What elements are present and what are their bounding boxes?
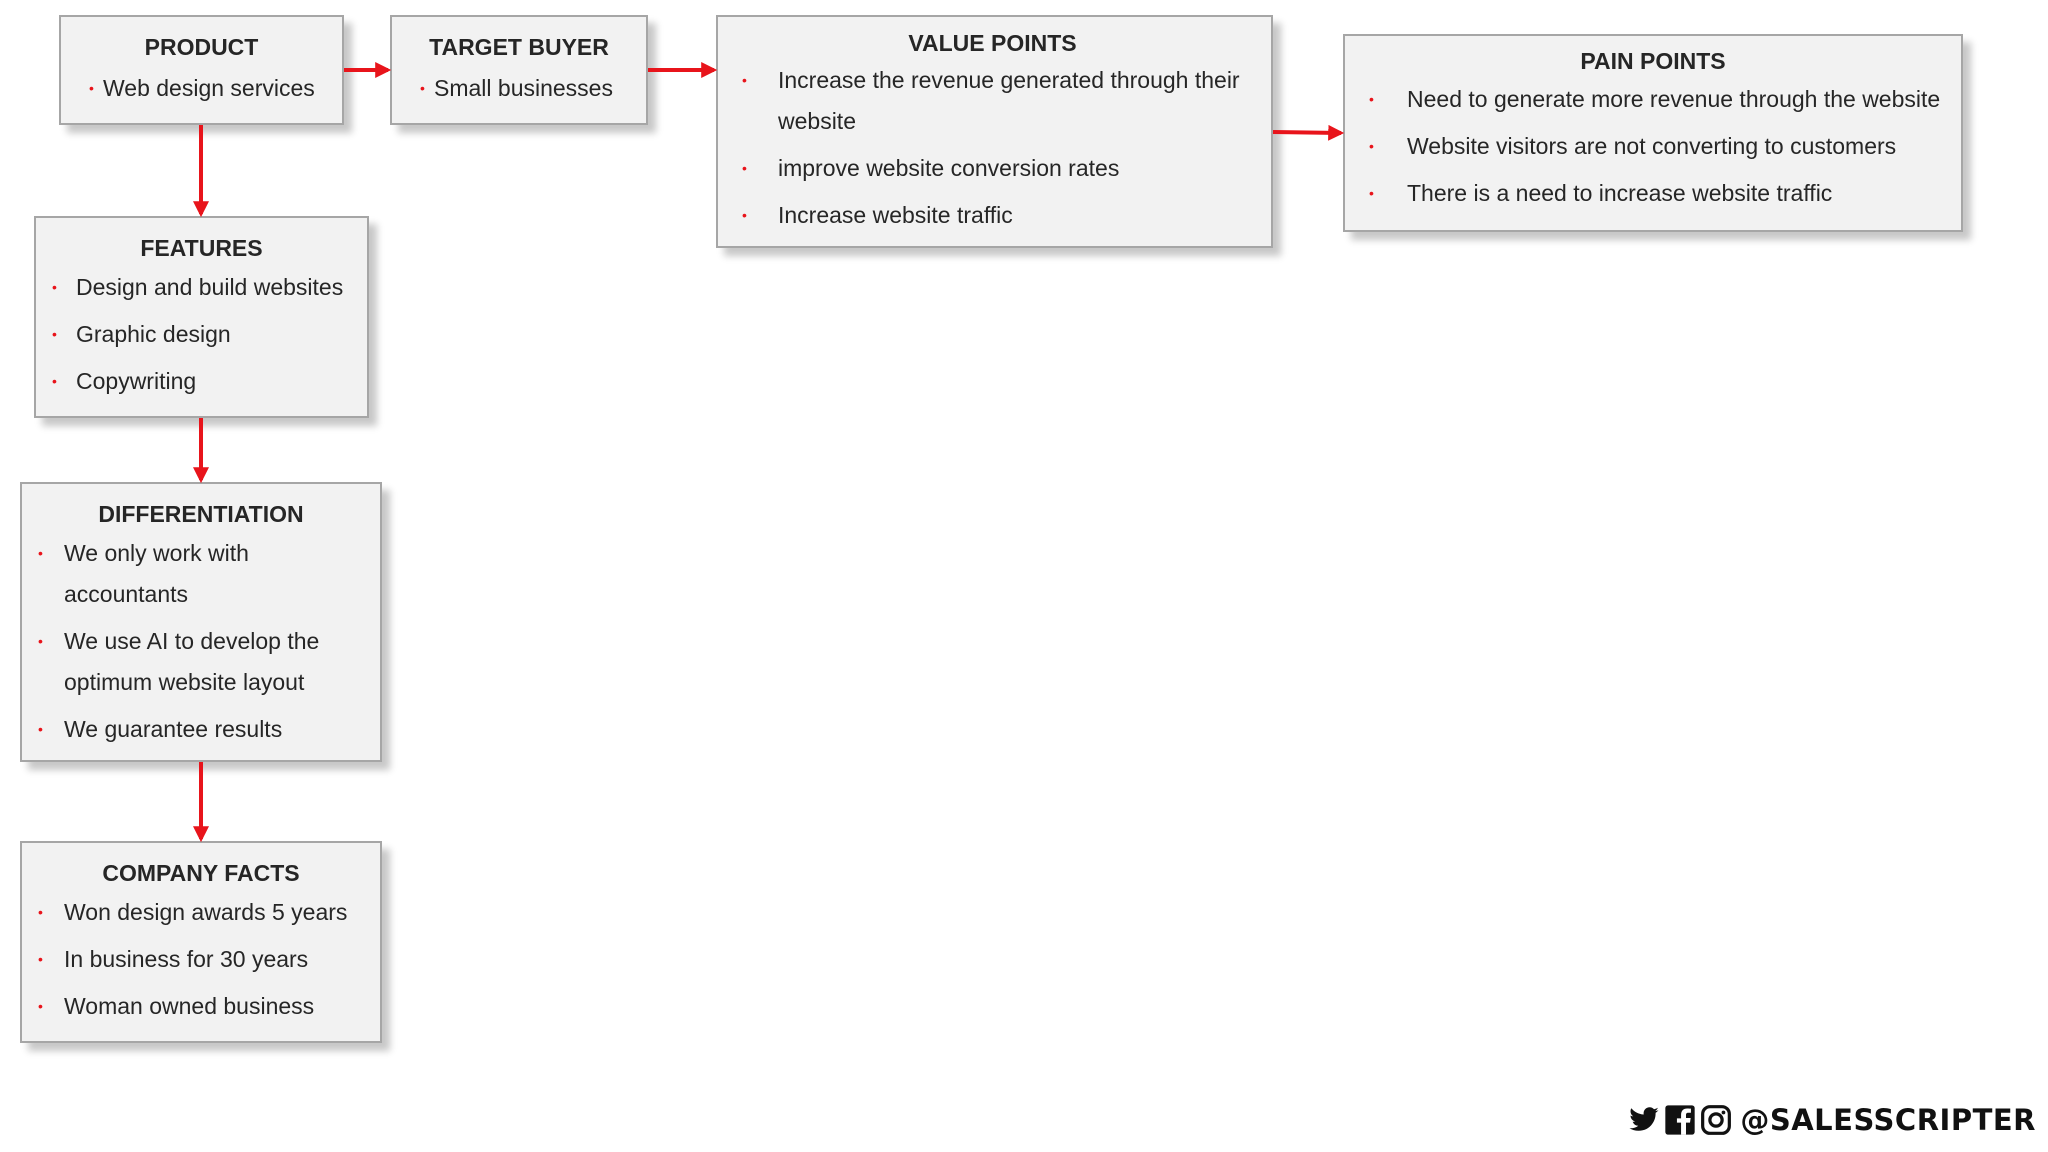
bullet-icon: • — [1369, 184, 1374, 201]
bullet-icon: • — [742, 206, 747, 223]
bullet-icon: • — [52, 278, 57, 295]
bullet-icon: • — [38, 720, 43, 737]
company-facts-list — [34, 892, 368, 1027]
bullet-icon: • — [420, 79, 425, 96]
product-list — [75, 68, 328, 109]
bullet-icon: • — [38, 632, 43, 649]
differentiation-title: DIFFERENTIATION — [98, 501, 304, 527]
features-box — [34, 216, 369, 418]
list-item: • We guarantee results — [34, 709, 368, 750]
social-handle: @SALESSCRIPTER — [1740, 1103, 2036, 1137]
bullet-icon: • — [1369, 137, 1374, 154]
features-title: FEATURES — [140, 235, 263, 261]
bullet-icon: • — [52, 325, 57, 342]
pain-points-list — [1365, 79, 1941, 214]
bullet-icon: • — [1369, 90, 1374, 107]
target-buyer-box — [390, 15, 648, 125]
list-item: • Graphic design — [48, 314, 355, 355]
pain-points-box — [1343, 34, 1963, 232]
list-item: • Won design awards 5 years — [34, 892, 368, 933]
twitter-icon — [1628, 1104, 1660, 1136]
list-item: • Woman owned business — [34, 986, 368, 1027]
bullet-icon: • — [89, 79, 94, 96]
bullet-icon: • — [38, 544, 43, 561]
social-footer — [1628, 1102, 2036, 1138]
list-item: • We only work with accountants — [34, 533, 368, 615]
list-item: • Design and build websites — [48, 267, 355, 308]
list-item: • Increase website traffic — [738, 195, 1247, 236]
bullet-icon: • — [742, 159, 747, 176]
list-item: • Need to generate more revenue through the website — [1365, 79, 1941, 120]
arrow-value-points-to-pain-points — [1273, 132, 1341, 133]
instagram-icon — [1700, 1104, 1732, 1136]
differentiation-box — [20, 482, 382, 762]
value-points-title: VALUE POINTS — [908, 30, 1077, 56]
product-box — [59, 15, 344, 125]
target-buyer-title: TARGET BUYER — [429, 34, 609, 60]
list-item: • We use AI to develop the optimum website layout — [34, 621, 368, 703]
value-points-box — [716, 15, 1273, 248]
list-item: • Small businesses — [406, 68, 632, 109]
list-item: • Increase the revenue generated through their website — [738, 60, 1247, 142]
list-item: • Website visitors are not converting to customers — [1365, 126, 1941, 167]
differentiation-list — [34, 533, 368, 750]
pain-points-title: PAIN POINTS — [1580, 48, 1726, 74]
list-item: • In business for 30 years — [34, 939, 368, 980]
bullet-icon: • — [742, 71, 747, 88]
bullet-icon: • — [38, 903, 43, 920]
target-buyer-list — [406, 68, 632, 109]
company-facts-box — [20, 841, 382, 1043]
facebook-icon — [1664, 1104, 1696, 1136]
company-facts-title: COMPANY FACTS — [102, 860, 300, 886]
bullet-icon: • — [52, 372, 57, 389]
product-title: PRODUCT — [144, 34, 259, 60]
list-item: • There is a need to increase website traffic — [1365, 173, 1941, 214]
features-list — [48, 267, 355, 402]
value-points-list — [738, 60, 1247, 236]
list-item: • improve website conversion rates — [738, 148, 1247, 189]
list-item: • Web design services — [75, 68, 328, 109]
bullet-icon: • — [38, 950, 43, 967]
bullet-icon: • — [38, 997, 43, 1014]
list-item: • Copywriting — [48, 361, 355, 402]
